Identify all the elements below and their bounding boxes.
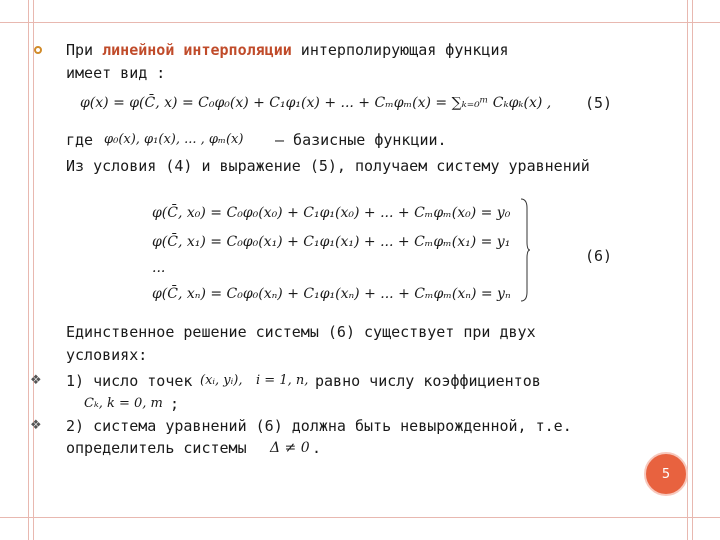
para1-line1: При линейной интерполяции интерполирующая функция (66, 41, 509, 59)
basis-label: – базисные функции. (275, 131, 447, 149)
cond1-points: (xᵢ, yᵢ), (200, 373, 243, 388)
equation-5-number: (5) (585, 94, 613, 112)
checkmark-bullet-icon: ❖ (30, 418, 42, 433)
system-eq-1: φ(C̄, x₁) = C₀φ₀(x₁) + C₁φ₁(x₁) + ... + Cₘφₘ(x₁) = y₁ (152, 234, 511, 250)
highlight-term: линейной интерполяции (102, 41, 292, 59)
para3-line1: Единственное решение системы (6) существует при двух (66, 323, 536, 341)
para1-line2: имеет вид : (66, 64, 166, 82)
page-number-badge: 5 (644, 452, 688, 496)
cond1-prefix: 1) число точек (66, 372, 193, 390)
cond2-line2: определитель системы (66, 439, 247, 457)
system-eq-n: φ(C̄, xₙ) = C₀φ₀(xₙ) + C₁φ₁(xₙ) + ... + Cₘφₘ(xₙ) = yₙ (152, 286, 511, 302)
frame-line-right-outer (692, 0, 693, 540)
para3-line2: условиях: (66, 346, 148, 364)
equation-5: φ(x) = φ(C̄, x) = C₀φ₀(x) + C₁φ₁(x) + ... + Cₘφₘ(x) = ∑ₖ₌₀ᵐ Cₖφₖ(x) , (80, 95, 552, 111)
frame-line-right-inner (687, 0, 688, 540)
cond1-suffix: равно числу коэффициентов (315, 372, 541, 390)
frame-line-bottom (0, 517, 720, 518)
cond1-range: i = 1, n, (256, 373, 309, 388)
frame-line-left-inner (33, 0, 34, 540)
system-dots: ... (152, 260, 166, 276)
system-eq-0: φ(C̄, x₀) = C₀φ₀(x₀) + C₁φ₁(x₀) + ... + Cₘφₘ(x₀) = y₀ (152, 205, 511, 221)
frame-line-top (0, 22, 720, 23)
cond2-line1: 2) система уравнений (6) должна быть невырожденной, т.е. (66, 417, 572, 435)
cond2-end: . (312, 439, 322, 457)
checkmark-bullet-icon: ❖ (30, 373, 42, 388)
basis-functions: φ₀(x), φ₁(x), ... , φₘ(x) (104, 132, 244, 147)
para2: Из условия (4) и выражение (5), получаем систему уравнений (66, 157, 590, 175)
frame-line-left-outer (28, 0, 29, 540)
basis-where: где (66, 131, 94, 149)
cond2-determinant: Δ ≠ 0 (270, 440, 310, 456)
right-brace-icon (520, 198, 530, 302)
cond1-end: ; (170, 395, 180, 413)
cond1-coefficients: Cₖ, k = 0, m (84, 396, 163, 411)
bullet-circle-icon (34, 46, 42, 54)
system-number: (6) (585, 247, 613, 265)
